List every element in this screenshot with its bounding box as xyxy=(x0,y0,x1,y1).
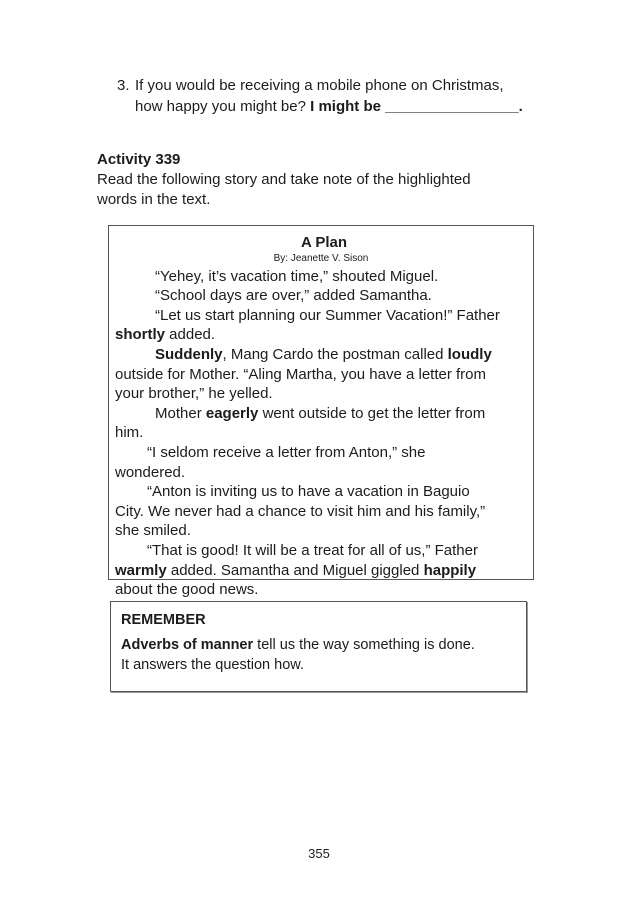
question-line-2 xyxy=(135,96,557,117)
activity-title: Activity 339 xyxy=(97,151,181,168)
story-line: she smiled. xyxy=(115,522,191,540)
story-line: “Anton is inviting us to have a vacation in Baguio xyxy=(147,483,470,501)
activity-section xyxy=(97,150,537,210)
activity-instruction-2: words in the text. xyxy=(97,191,211,208)
question-line-2-prefix: how happy you might be? xyxy=(135,98,306,115)
story-line xyxy=(115,561,527,581)
question-line-1: If you would be receiving a mobile phone on Christmas, xyxy=(135,77,504,94)
story-text: added. Samantha and Miguel giggled xyxy=(166,561,424,579)
adverb-highlight: Suddenly xyxy=(155,345,223,363)
question-3 xyxy=(117,75,557,117)
story-line: wondered. xyxy=(115,463,186,481)
adverb-highlight: eagerly xyxy=(205,404,259,422)
question-number: 3. xyxy=(117,77,130,94)
story-text: added. xyxy=(165,326,216,344)
story-text: , Mang Cardo the postman called xyxy=(222,345,448,363)
adverb-highlight: happily xyxy=(423,561,477,579)
story-line: “Let us start planning our Summer Vacation!” Father xyxy=(155,306,500,324)
adverb-highlight: loudly xyxy=(447,345,492,363)
story-line: “That is good! It will be a treat for all of us,” Father xyxy=(147,541,478,559)
story-line: “School days are over,” added Samantha. xyxy=(155,287,432,305)
story-line: about the good news. xyxy=(115,581,259,599)
page-number: 355 xyxy=(308,846,330,861)
story-line xyxy=(115,325,527,345)
remember-box xyxy=(110,601,527,692)
story-line xyxy=(115,345,527,365)
story-line: “Yehey, it’s vacation time,” shouted Miguel. xyxy=(155,267,439,285)
story-line: him. xyxy=(115,424,144,442)
story-byline: By: Jeanette V. Sison xyxy=(273,252,369,264)
adverb-highlight: warmly xyxy=(115,561,167,579)
remember-line-1 xyxy=(121,635,516,655)
story-line: outside for Mother. “Aling Martha, you have a letter from xyxy=(115,365,487,383)
activity-instruction-1: Read the following story and take note of the highlighted xyxy=(97,171,471,188)
remember-text: tell us the way something is done. xyxy=(253,637,475,653)
story-box xyxy=(108,225,534,599)
remember-line-2: It answers the question how. xyxy=(121,657,304,673)
story-text: Mother xyxy=(155,404,206,422)
remember-term: Adverbs of manner xyxy=(121,637,254,653)
story-line xyxy=(115,404,527,424)
story-line: your brother,” he yelled. xyxy=(115,385,273,403)
story-line: “I seldom receive a letter from Anton,” she xyxy=(147,443,426,461)
story-line: City. We never had a chance to visit him and his family,” xyxy=(115,502,486,520)
remember-title: REMEMBER xyxy=(121,612,206,628)
adverb-highlight: shortly xyxy=(115,326,166,344)
question-text xyxy=(135,75,557,117)
story-text: went outside to get the letter from xyxy=(258,404,486,422)
story-title: A Plan xyxy=(300,234,348,251)
question-answer-blank: I might be ________________. xyxy=(310,98,523,115)
